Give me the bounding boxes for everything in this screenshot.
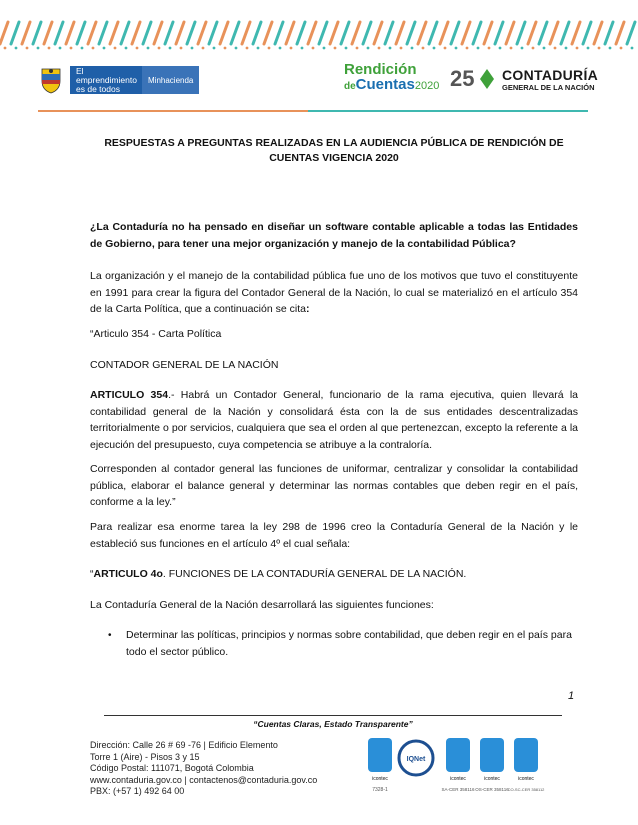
band-dot [345,47,348,50]
band-dot [235,47,238,50]
band-dot [444,47,447,50]
band-dot [488,47,491,50]
band-dot [521,47,524,50]
band-dot [411,47,414,50]
article-354-paragraph-2: Corresponden al contador general las funciones de uniformar, centralizar y consolidar la contabilidad pública, elaborar el balance general y determinar las normas contables que deben regir en el país, conforme a la ley.” [90,463,578,508]
gov-slogan-box [70,66,142,94]
band-dot [257,47,260,50]
address-line: Dirección: Calle 26 # 69 -76 | Edificio Elemento [90,740,278,750]
article-4-open-quote: “ [90,568,94,580]
cert-code: OS-CER 358116 [475,787,509,792]
answer-paragraph [90,268,578,318]
gov-slogan-line2: es de todos [76,83,120,94]
band-dot [81,47,84,50]
band-dot [92,47,95,50]
band-stripe [308,22,316,44]
cert-label: icontec [518,776,534,782]
footer-address [90,740,350,798]
anniversary-number: 25 [450,66,475,91]
band-stripe [363,22,371,44]
band-stripe [374,22,382,44]
band-stripe [132,22,140,44]
article-4-label: ARTICULO 4o [93,568,163,580]
address-line: PBX: (+57 1) 492 64 00 [90,786,185,797]
band-dot [70,47,73,50]
rendicion-cuentas-logo [344,62,444,96]
band-dot [422,47,425,50]
band-stripe [99,22,107,44]
leaf-icon [480,69,494,89]
band-stripe [528,22,536,44]
cuentas-line [344,77,444,95]
document-title [90,136,578,166]
band-dot [136,47,139,50]
band-dot [301,47,304,50]
iqnet-seal-icon [399,741,433,775]
band-dot [565,47,568,50]
band-dot [147,47,150,50]
title-line-2: CUENTAS VIGENCIA 2020 [269,152,399,164]
band-dot [389,47,392,50]
list-item-text: Determinar las políticas, principios y normas sobre contabilidad, que deben regir en el país para todo el sector público. [126,629,572,658]
band-stripe [418,22,426,44]
band-stripe [55,22,63,44]
band-stripe [231,22,239,44]
address-line: www.contaduria.gov.co | contactenos@contaduria.gov.co [90,774,318,785]
page-number: 1 [568,690,575,702]
band-stripe [253,22,261,44]
cert-code: SA-CER 358116 [441,787,475,792]
band-dot [532,47,535,50]
band-dot [37,47,40,50]
band-stripe [121,22,129,44]
band-stripe [539,22,547,44]
article-354-label: ARTICULO 354 [90,389,169,401]
band-dot [213,47,216,50]
band-stripe [495,22,503,44]
band-stripe [396,22,404,44]
decorative-header-band [0,14,638,54]
band-dot [587,47,590,50]
band-dot [312,47,315,50]
band-stripe [572,22,580,44]
band-dot [169,47,172,50]
band-stripe [517,22,525,44]
band-dot [180,47,183,50]
gov-slogan-line1: El emprendimiento [76,65,137,85]
band-dot [510,47,513,50]
band-stripe [319,22,327,44]
article-354-text: .- Habrá un Contador General, funcionario de la rama ejecutiva, quien llevará la contabilidad general de la Nación y consolidará ésta con la de sus entidades descentralizadas territorialmente o por servicios, cualquiera que sea el orden al que pertenezcan, excepto la referente a la ejecución del presupuesto, cuya competencia se atribuye a la contraloría. [90,389,578,451]
footer-divider [104,715,562,716]
band-dot [268,47,271,50]
band-stripe [286,22,294,44]
band-stripe [462,22,470,44]
rendicion-year: 2020 [414,80,440,92]
band-dot [378,47,381,50]
quote-reference: “Articulo 354 - Carta Política [90,328,222,340]
band-dot [59,47,62,50]
cuentas-title: Cuentas [355,76,415,93]
band-stripe [165,22,173,44]
band-stripe [627,22,635,44]
band-dot [598,47,601,50]
band-dot [125,47,128,50]
band-dot [323,47,326,50]
government-logo [36,64,212,96]
band-dot [433,47,436,50]
band-dot [400,47,403,50]
band-stripe [0,22,8,44]
band-dot [554,47,557,50]
band-stripe [154,22,162,44]
certification-seals [366,736,556,798]
band-dot [191,47,194,50]
band-dot [114,47,117,50]
band-dot [609,47,612,50]
band-dot [290,47,293,50]
cert-code: 7328-1 [372,787,388,793]
contaduria-logo [450,63,610,95]
band-stripe [242,22,250,44]
cert-label: IQNet [406,756,426,763]
band-stripe [187,22,195,44]
icontec-seal-icon [368,738,392,793]
icontec-seal-icon [442,738,475,792]
band-stripe [484,22,492,44]
cert-label: icontec [450,776,466,782]
band-dot [356,47,359,50]
band-stripe [209,22,217,44]
band-stripe [22,22,30,44]
band-dot [466,47,469,50]
icontec-seal-icon [508,738,546,792]
band-stripe [561,22,569,44]
band-stripe [451,22,459,44]
contaduria-name: CONTADURÍA [502,66,599,83]
band-dot [26,47,29,50]
band-dot [367,47,370,50]
band-dot [15,47,18,50]
footer-slogan: “Cuentas Claras, Estado Transparente” [253,719,413,729]
law-paragraph: Para realizar esa enorme tarea la ley 298 de 1996 creo la Contaduría General de la Nación y le estableció sus funciones en el artículo 4º el cual señala: [90,521,578,550]
cert-label: icontec [484,776,500,782]
band-dot [334,47,337,50]
band-stripe [506,22,514,44]
band-dot [455,47,458,50]
band-stripe [44,22,52,44]
band-stripe [297,22,305,44]
band-dot [279,47,282,50]
band-stripe [143,22,151,44]
band-stripe [66,22,74,44]
band-dot [4,47,7,50]
bullet-icon: • [108,630,112,641]
band-stripe [110,22,118,44]
band-stripe [11,22,19,44]
band-stripe [33,22,41,44]
band-stripe [352,22,360,44]
list-item [108,627,578,661]
functions-intro: La Contaduría General de la Nación desarrollará las siguientes funciones: [90,599,434,611]
band-stripe [594,22,602,44]
band-stripe [616,22,624,44]
band-stripe [220,22,228,44]
band-stripe [176,22,184,44]
answer-colon: : [305,303,310,315]
contaduria-subtitle: GENERAL DE LA NACIÓN [502,82,595,92]
rendicion-title: Rendición [344,61,417,78]
cert-code: CO-SC-CER 358112 [507,787,545,792]
icontec-seal-icon [475,738,509,792]
article-4-heading [90,566,578,583]
band-dot [158,47,161,50]
band-dot [631,47,634,50]
band-dot [499,47,502,50]
ministry-label: Minhacienda [142,66,199,94]
band-dot [202,47,205,50]
address-line: Torre 1 (Aire) - Pisos 3 y 15 [90,751,200,762]
band-stripe [440,22,448,44]
band-dot [543,47,546,50]
band-dot [48,47,51,50]
band-dot [224,47,227,50]
band-stripe [88,22,96,44]
article-4-title: . FUNCIONES DE LA CONTADURÍA GENERAL DE LA NACIÓN. [162,568,467,580]
article-354-paragraph [90,387,578,453]
band-stripe [473,22,481,44]
band-dot [576,47,579,50]
band-stripe [583,22,591,44]
question-paragraph: ¿La Contaduría no ha pensado en diseñar un software contable aplicable a todas las Entidades de Gobierno, para tener una mejor organización y manejo de la contabilidad Pública? [90,221,578,250]
band-stripe [330,22,338,44]
cert-label: icontec [372,776,388,782]
band-dot [246,47,249,50]
band-stripe [385,22,393,44]
band-stripe [77,22,85,44]
band-stripe [407,22,415,44]
band-dot [477,47,480,50]
section-heading: CONTADOR GENERAL DE LA NACIÓN [90,359,279,371]
band-dot [103,47,106,50]
title-line-1: RESPUESTAS A PREGUNTAS REALIZADAS EN LA AUDIENCIA PÚBLICA DE RENDICIÓN DE [104,137,564,149]
header-divider [38,108,588,114]
band-stripe [275,22,283,44]
rendicion-prefix: de [344,81,356,92]
band-stripe [429,22,437,44]
answer-text: La organización y el manejo de la contabilidad pública fue uno de los motivos que tuvo el constituyente en 1991 para crear la figura del Contador General de la Nación, lo cual se materializó en el artículo 354 de la Carta Política, que a continuación se cita [90,270,578,315]
band-stripe [605,22,613,44]
band-stripe [341,22,349,44]
address-line: Código Postal: 111071, Bogotá Colombia [90,763,254,774]
band-stripe [198,22,206,44]
colombia-coat-of-arms-icon [36,65,66,95]
band-stripe [264,22,272,44]
band-dot [620,47,623,50]
band-stripe [550,22,558,44]
